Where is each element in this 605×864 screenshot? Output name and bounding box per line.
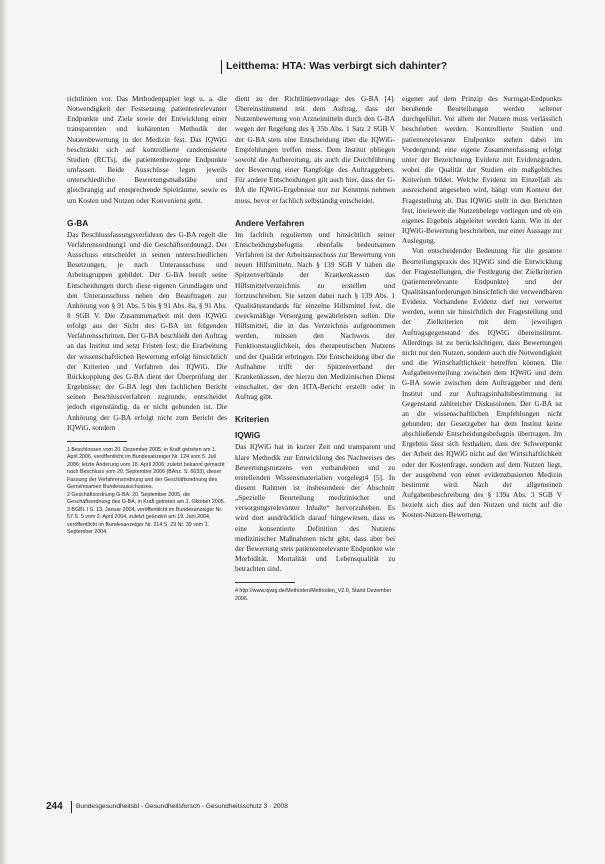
section-heading-andere-verfahren: Andere Verfahren — [235, 217, 305, 228]
page-number: 244 — [46, 801, 63, 812]
paragraph: richtlinien vor. Das Methodenpapier legt u. a. die Notwendigkeit der Festsetzung patientenrelevanter Endpunkte und Ziele sowie der Entwicklung einer transparenten und kohärenten Methodik der Nutzenbewertung in der Medizin fest. Das IQWiG beschränkt sich auf kontrollierte randomisierte Studien (RCTs), die patientenbezogene Endpunkte umfassen. Beide Ausschüsse legen jeweils unterschiedliche Bewertungsmaßstäbe und gleichrangig auf entsprechende Spielräume, sowie es um Kosten und Nutzen oder Konvenienz geht. — [67, 94, 227, 205]
footnote-2: 2 Geschäftsordnung G-BA: 20. September 2005, die Geschäftsordnung des G-BA, in Kraft getreten am 1. Oktober 2005. — [67, 491, 226, 506]
section-heading-gba: G-BA — [67, 217, 89, 228]
footnote-3: 3 BGBl. I S. 13, Januar 2004, veröffentlicht im Bundesanzeiger Nr. 57 S. 5 vom 2. April 2004, zuletzt geändert am 19. Juni 2004, veröffentlicht im Bundesanzeiger Nr. 214 S. 29 Nr. 39 vom 1. September 2004. — [67, 506, 223, 536]
subsection-heading-iqwig: IQWiG — [235, 430, 261, 441]
paragraph: Von entscheidender Bedeutung für die gesamte Beurteilungspraxis des IQWiG sind die Entwicklung der Fragestellungen, die Festlegung der Zielkriterien (patientenrelevante Endpunkte) und der Qualitätsanforderungen hinsichtlich der verwendbaren Evidenz. Vorhandene Evidenz darf nur verwertet werden, wenn sie hinsichtlich der Fragestellung und der Zielkriterien mit dem jeweiligen Auftragsgegenstand des IQWiG übereinstimmt. Allerdings ist zu berücksichtigen, dass Bewertungen nicht nur den Nutzen, sondern auch die Notwendigkeit und die Wirtschaftlichkeit betreffen können. Die Aufgabenverteilung zwischen dem IQWiG und dem G-BA sowie zwischen dem Auftraggeber und dem Institut und zur Auftragsinhaltsbestimmung ist Gegenstand zahlreicher Diskussionen. Der G-BA ist an die wissenschaftlichen Empfehlungen nicht gebunden; der Gesetzgeber hat dem Institut keine abschließende Entscheidungsbefugnis übertragen. Im Ergebnis lässt sich festhalten, dass der Schwerpunkt der Arbeit des IQWiG nicht auf der Wirtschaftlichkeit oder der Kostenfrage, sondern auf dem Nutzen liegt, der ausgehend von einer evidenzbasierten Medizin bestimmt wird. Nach der allgemeinen Aufgabenbeschreibung des § 139a Abs. 3 SGB V bezieht sich dies auf den Nutzen und nicht auf die Kosten-Nutzen-Bewertung. — [402, 246, 562, 520]
header-divider — [221, 60, 222, 74]
paragraph: Das IQWiG hat in kurzer Zeit und transparent und klare Methodik zur Entwicklung des Nachweises des Bewertungsnutzens von vorhandenen und zu erstellenden Wissensmaterialien vorgelegt4 [5]. In diesem Rahmen ist insbesondere der Abschnitt „Spezielle Beurteilung medizinischer und versorgungsrelevanter Inhalte“ hervorzuheben. Es wird dort ausdrücklich darauf hingewiesen, dass es eine konsentierte Definition des Nutzens medizinischer Maßnahmen nicht gibt, dass aber bei der Bewertung stets patientenrelevante Endpunkte wie Morbidität, Mortalität und Lebensqualität zu betrachten sind. — [235, 442, 395, 574]
text-column-3 — [402, 94, 562, 754]
running-header: Leitthema: HTA: Was verbirgt sich dahinter? — [226, 60, 448, 72]
footnote-1: 1 Beschlossen vom 20. Dezember 2005, in Kraft getreten am 1. April 2006, veröffentlicht im Bundesanzeiger Nr. 124 vom 5. Juli 2006; letzte Änderung vom 18. April 2006; zuletzt bekannt gemacht nach Beschluss vom 20. September 2006 (BAnz. S. 6633), dieser Fassung der Verfahrensordnung und der Geschäftsordnung des Gemeinsamen Bundesausschusses. — [67, 446, 225, 491]
section-heading-kriterien: Kriterien — [235, 414, 270, 425]
footnote-divider — [67, 441, 127, 442]
footer-divider — [71, 801, 72, 813]
paragraph: Im fachlich regulierten und hinsichtlich seiner Entscheidungsbefugnis ebenfalls bedeutsamen Verfahren ist der Arbeitsausschuss zur Bewertung von neuen Hilfsmitteln. Nach § 139 SGB V haben die Spitzenverbände der Krankenkassen das Hilfsmittelverzeichnis zu erstellen und fortzuschreiben. Sie setzen dabei nach § 139 Abs. 1 Qualitätsstandards für einzelne Hilfsmittel fest, die zweckmäßige Versorgung gewährleisten sollen. Die Hilfsmittel, die in das Verzeichnis aufgenommen werden, müssen den Nachweis der Funktionstauglichkeit, des therapeutischen Nutzens und der Qualität erbringen. Die Entscheidung über die Aufnahme trifft der Spitzenverband der Krankenkassen, der hierzu den Medizinischen Dienst einschaltet, der den HTA-Bericht erstellt oder in Auftrag gibt. — [235, 229, 395, 402]
footnote-4: 4 http://www.iqwig.de/Methoden/Methoden_V2.0, Stand Dezember 2006. — [235, 588, 392, 602]
paragraph: dient zu der Richtlinienvorlage des G-BA [4]. Übereinstimmend mit dem Auftrag, dass der Nutzenbewertung von Arzneimitteln durch den G-BA wegen der Regelung des § 35b Abs. 1 Satz 2 SGB V der G-BA stets eine Entscheidung über die IQWiG-Empfehlungen treffen muss. Dem Institut obliegen sowohl die Aufbereitung, als auch die Durchführung der Bewertung einer Rangfolge des Auftraggebers. Für andere Entscheidungen gilt auch hier, dass der G-BA die IQWiG-Ergebnisse nur zur Kenntnis nehmen muss, bevor er fachlich selbständig entscheidet. — [235, 94, 395, 205]
text-column-1 — [67, 94, 227, 778]
journal-citation: Bundesgesundheitsbl - Gesundheitsforsch - Gesundheitsschutz 3 · 2008 — [76, 803, 288, 810]
footnote-divider — [235, 582, 295, 583]
text-column-2 — [235, 94, 395, 754]
paragraph: Das Beschlussfassungsverfahren des G-BA regelt die Verfahrensordnung1 und die Geschäftsordnung2. Der Ausschuss entscheidet in seinen unterschiedlichen Besetzungen, je nach Unterausschuss und Arbeitsgruppen gebildet. Der G-BA beruft seine Entscheidungen durch diese eigenen Grundlagen und den Unterausschuss neben den Beauftragen zur Anhörung von § 91 Abs. 5 bis § 91 Abs. 8a, § 91 Abs. 8 SGB V. Die Zusammenarbeit mit dem IQWiG erfolgt aus der Sicht des G-BA im folgenden Verfahrensschritten. Der G-BA beschließt den Auftrag an das Institut und setzt Fristen fest; die Erarbeitung der wissenschaftlichen Bewertung erfolgt hinsichtlich der Kriterien und Verfahren des IQWiG. Die Rückkopplung des G-BA dient der Überprüfung der Ergebnisse; der G-BA legt den fachlichen Bericht seinen Beschlussverfahren zugrunde, entscheidet jedoch eigenständig, da er nicht gebunden ist. Die Anhörung der G-BA erfolgt nicht zum Bericht des IQWiG, sondern — [67, 229, 227, 432]
paragraph: eigener auf dem Prinzip des Surrogat-Endpunkts beruhende Beurteilungen werden seltener durchgeführt. Vor allem der Nutzen muss verlässlich beschrieben werden. Kontrollierte Studien und patientenrelevante Endpunkte stehen dabei im Vordergrund; eine eigene Zusammenfassung erfolgt unter der Bezeichnung Evidenz mit Evidenzgraden, wobei die Qualität der Studien ein maßgebliches Kriterium bildet. Welche Evidenz im Einzelfall als ausreichend angesehen wird, hängt vom Kontext der Fragestellung ab. Das IQWiG stellt in den Berichten fest, inwieweit die Nutzenbelege vorliegen und ob ein eigenes Ergebnis abgeleitet werden kann. Wie in der IQWiG-Bewertung beschrieben, nur einer Aussage zur Auslegung. — [402, 94, 562, 246]
page-scan-shadow — [0, 0, 8, 864]
